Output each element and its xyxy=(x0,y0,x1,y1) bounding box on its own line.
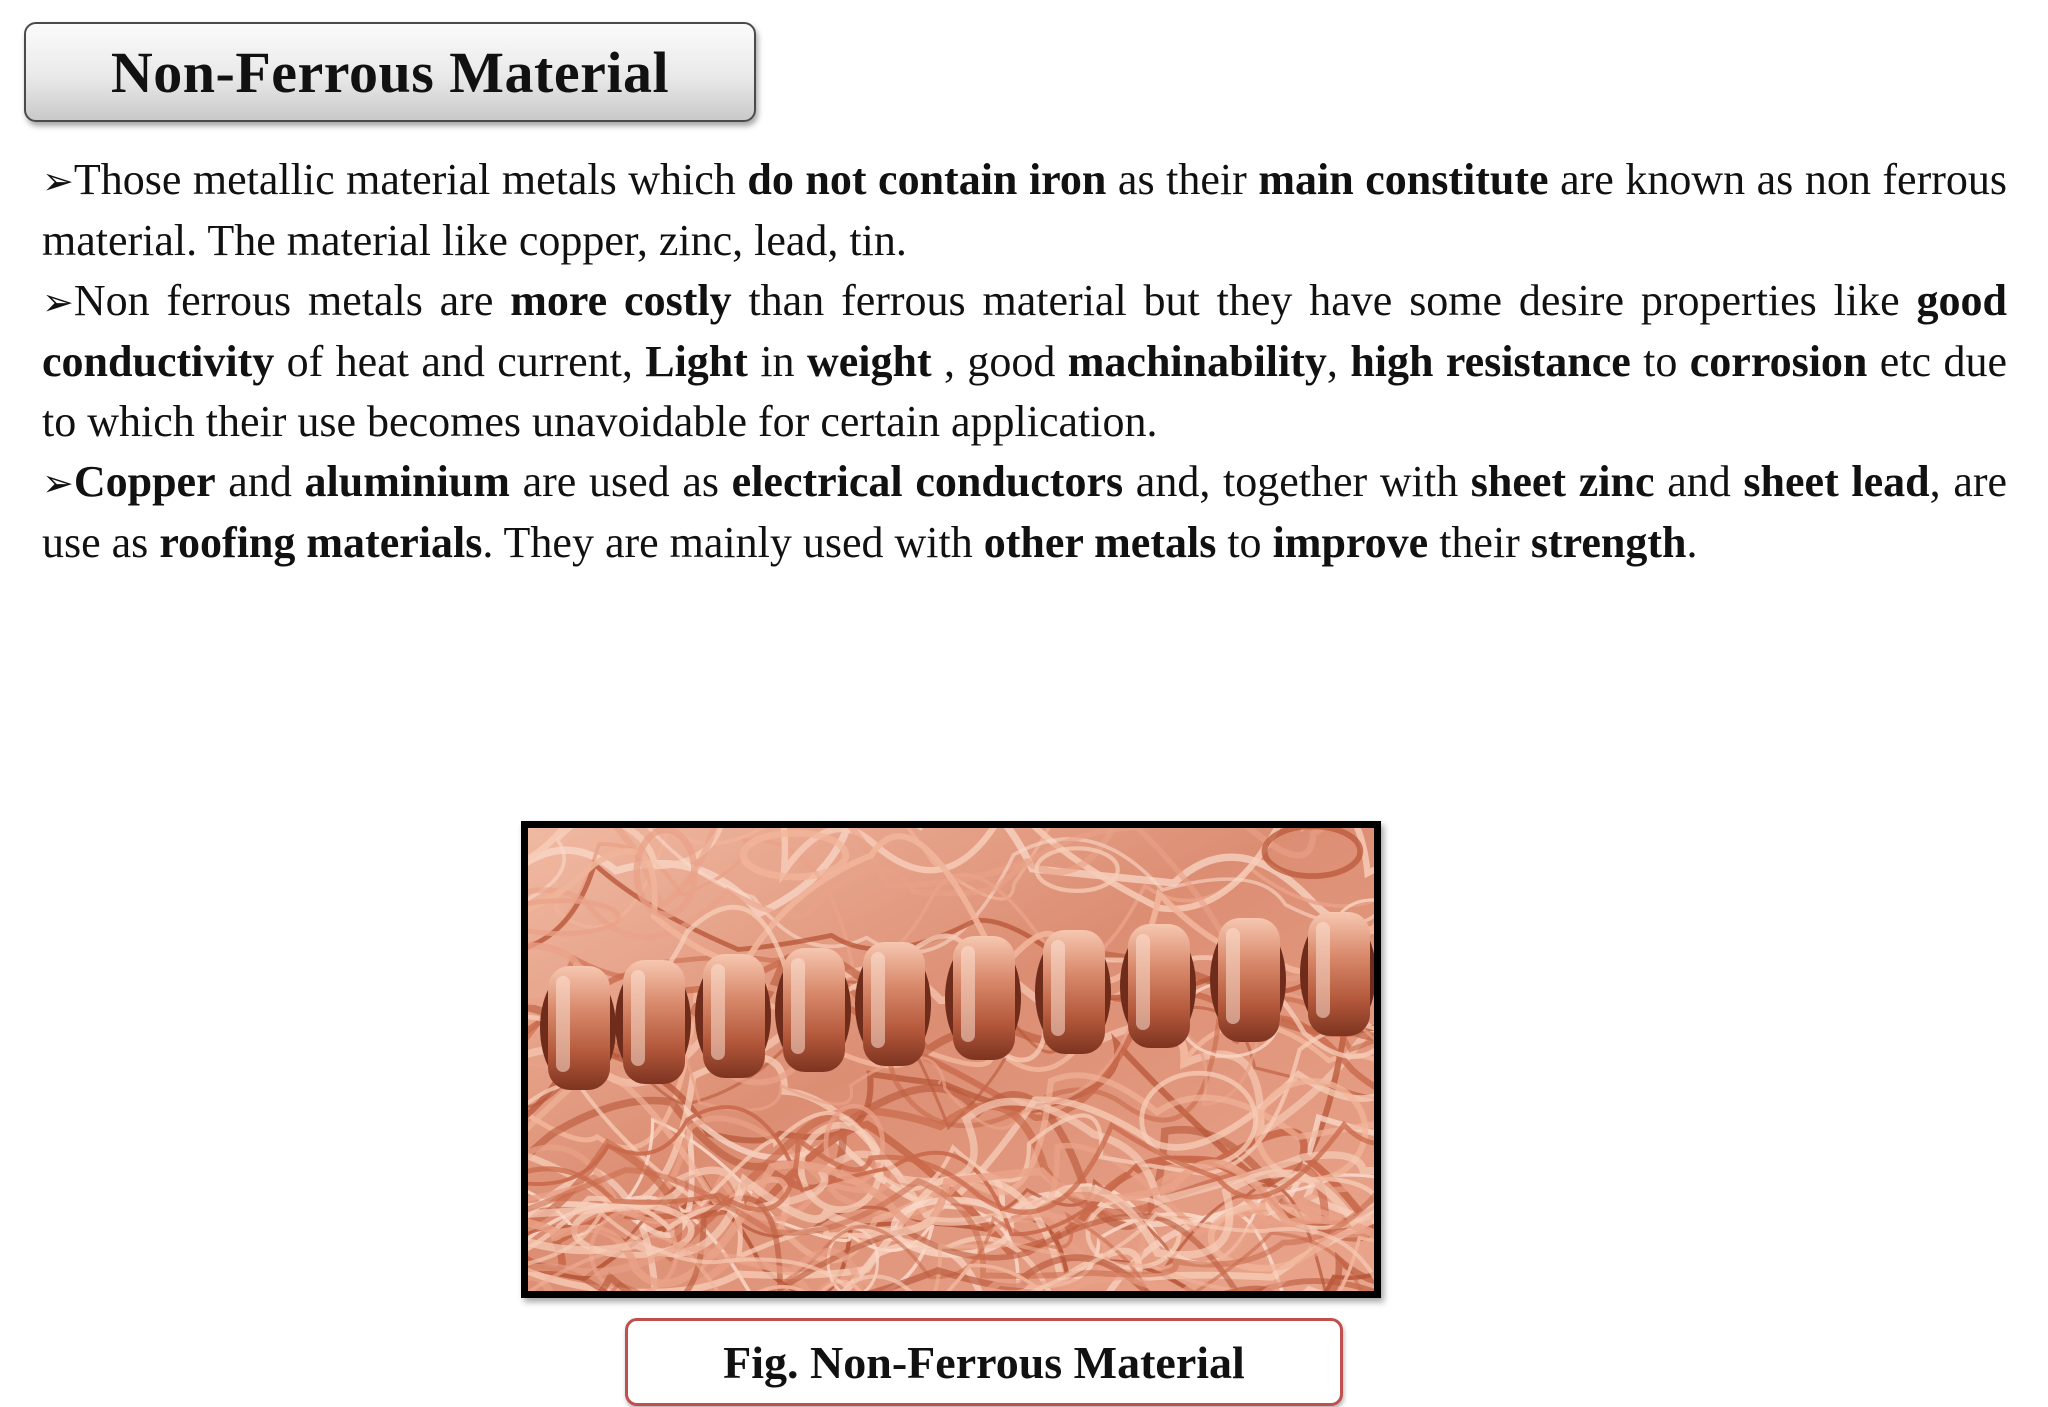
bold-text-run: machinability xyxy=(1067,337,1327,386)
text-run: and, together with xyxy=(1123,457,1471,506)
bold-text-run: sheet lead xyxy=(1743,457,1930,506)
bold-text-run: aluminium xyxy=(304,457,510,506)
bold-text-run: corrosion xyxy=(1689,337,1868,386)
text-run: are known as non ferrous material. The material like copper, zinc, lead, tin. xyxy=(42,155,2008,265)
bullet-arrow-icon: ➢ xyxy=(42,280,74,324)
bold-text-run: improve xyxy=(1272,518,1429,567)
bullet-paragraph-2 xyxy=(42,271,2007,452)
bold-text-run: good conductivity xyxy=(42,276,2007,386)
text-run: and xyxy=(215,457,305,506)
text-run: to xyxy=(1630,337,1690,386)
bold-text-run: do not contain iron xyxy=(747,155,1107,204)
bold-text-run: other metals xyxy=(983,518,1217,567)
bold-text-run: main constitute xyxy=(1258,155,1549,204)
bullet-arrow-icon: ➢ xyxy=(42,461,74,505)
text-run: than ferrous material but they have some desire properties like xyxy=(731,276,1917,325)
copper-figure-image xyxy=(521,821,1381,1298)
text-run: and xyxy=(1654,457,1744,506)
bullet-arrow-icon: ➢ xyxy=(42,159,74,203)
text-run: in xyxy=(747,337,807,386)
bold-text-run: high resistance xyxy=(1350,337,1631,386)
bold-text-run: strength xyxy=(1530,518,1687,567)
bold-text-run: more costly xyxy=(510,276,732,325)
figure-caption: Fig. Non-Ferrous Material xyxy=(723,1336,1245,1388)
text-run: to xyxy=(1216,518,1273,567)
text-run: Non ferrous metals are xyxy=(73,276,511,325)
bold-text-run: Copper xyxy=(73,457,216,506)
text-run: Those metallic material metals which xyxy=(73,155,748,204)
text-run: are used as xyxy=(509,457,732,506)
bullet-paragraph-3 xyxy=(42,452,2007,573)
bold-text-run: roofing materials xyxy=(159,518,483,567)
slide-title-box xyxy=(24,22,756,122)
bullet-paragraph-1 xyxy=(42,150,2007,271)
text-run: of heat and current, xyxy=(274,337,646,386)
text-run: as their xyxy=(1106,155,1259,204)
text-run: . They are mainly used with xyxy=(482,518,984,567)
text-run: etc due to which their use becomes unavoidable for certain application. xyxy=(42,337,2007,446)
text-run: , good xyxy=(931,337,1068,386)
bold-text-run: weight xyxy=(806,337,932,386)
bold-text-run: sheet zinc xyxy=(1470,457,1655,506)
text-run: their xyxy=(1428,518,1531,567)
text-run: , xyxy=(1326,337,1351,386)
slide-title: Non-Ferrous Material xyxy=(110,39,670,105)
bullet-list xyxy=(42,150,2007,573)
text-run: . xyxy=(1686,518,1698,567)
figure-caption-box xyxy=(625,1318,1343,1406)
text-run: , are use as xyxy=(42,457,2008,567)
bold-text-run: electrical conductors xyxy=(731,457,1124,506)
bold-text-run: Light xyxy=(645,337,748,386)
